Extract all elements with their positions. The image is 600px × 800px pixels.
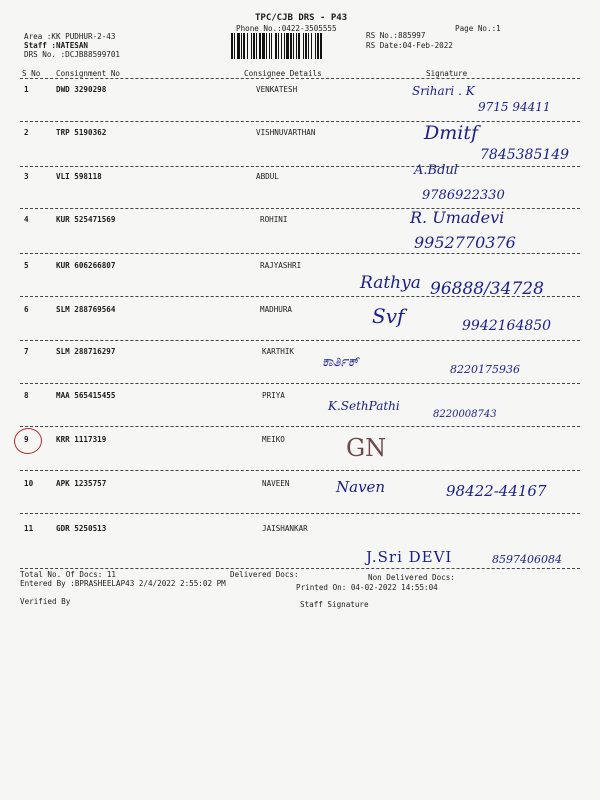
entered-by: Entered By :BPRASHEELAP43 2/4/2022 2:55:02 PM (20, 579, 226, 588)
row-sno: 6 (24, 305, 29, 314)
signature-phone: 98422-44167 (446, 482, 547, 500)
page-number: Page No.:1 (455, 24, 501, 33)
delivered-docs: Delivered Docs: (230, 570, 299, 579)
row-consignee: JAISHANKAR (262, 524, 308, 533)
row-divider (20, 340, 580, 341)
row-consignment: KUR 525471569 (56, 215, 116, 224)
area-label: Area :KK PUDHUR-2-43 (24, 32, 116, 41)
header-divider (20, 78, 580, 79)
row-sno: 7 (24, 347, 29, 356)
signature-name: J.Sri DEVI (366, 548, 453, 566)
signature-phone: 96888/34728 (430, 279, 544, 299)
row-divider (20, 296, 580, 297)
row-consignee: ROHINI (260, 215, 288, 224)
signature-phone: 8220175936 (450, 363, 520, 376)
col-consignment: Consignment No (56, 69, 121, 78)
col-consignee: Consignee Details (244, 69, 322, 78)
rs-date: RS Date:04-Feb-2022 (366, 41, 453, 50)
row-consignment: SLM 288716297 (56, 347, 116, 356)
row-consignment: DWD 3290298 (56, 85, 107, 94)
phone-number: Phone No.:0422-3505555 (236, 24, 337, 33)
row-consignment: SLM 288769564 (56, 305, 116, 314)
row-divider (20, 253, 580, 254)
printed-on: Printed On: 04-02-2022 14:55:04 (296, 583, 438, 592)
row-consignment: VLI 598118 (56, 172, 102, 181)
row-consignment: KUR 606266807 (56, 261, 116, 270)
barcode (231, 33, 361, 59)
row-consignment: KRR 1117319 (56, 435, 107, 444)
row-consignment: GDR 5250513 (56, 524, 107, 533)
col-sno: S No (22, 69, 41, 78)
row-sno: 2 (24, 128, 29, 137)
non-delivered-docs: Non Delivered Docs: (368, 573, 455, 582)
signature-name: Dmitf (424, 122, 478, 144)
document-title: TPC/CJB DRS - P43 (255, 13, 348, 23)
signature-phone: 8597406084 (492, 553, 562, 566)
verified-by: Verified By (20, 597, 71, 606)
signature-name: R. Umadevi (410, 208, 505, 227)
rs-number: RS No.:885997 (366, 31, 426, 40)
signature-name: K.SethPathi (328, 399, 400, 413)
row-consignment: MAA 565415455 (56, 391, 116, 400)
signature-name: Naven (336, 478, 386, 496)
staff-signature: Staff Signature (300, 600, 369, 609)
signature-name: ಕಾರ್ತಿಕ್ (322, 354, 359, 370)
row-consignee: VISHNUVARTHAN (256, 128, 316, 137)
row-sno: 9 (24, 435, 29, 444)
row-consignee: MADHURA (260, 305, 293, 314)
row-divider (20, 383, 580, 384)
row-sno: 3 (24, 172, 29, 181)
row-consignee: NAVEEN (262, 479, 290, 488)
row-divider (20, 470, 580, 471)
signature-phone: 8220008743 (433, 409, 497, 420)
signature-name: Svf (372, 304, 405, 328)
row-divider (20, 121, 580, 122)
row-sno: 4 (24, 215, 29, 224)
staff-label: Staff :NATESAN (24, 41, 89, 50)
row-consignee: KARTHIK (262, 347, 295, 356)
row-divider (20, 513, 580, 514)
row-consignment: APK 1235757 (56, 479, 107, 488)
row-sno: 1 (24, 85, 29, 94)
signature-phone: 9942164850 (462, 318, 552, 334)
row-consignee: ABDUL (256, 172, 279, 181)
total-docs: Total No. Of Docs: 11 (20, 570, 117, 579)
signature-name: GN (346, 434, 387, 462)
row-sno: 8 (24, 391, 29, 400)
row-sno: 5 (24, 261, 29, 270)
row-consignment: TRP 5190362 (56, 128, 107, 137)
signature-name: Rathya (360, 273, 421, 293)
signature-phone: 7845385149 (480, 147, 570, 163)
row-divider (20, 426, 580, 427)
signature-name: A.Bdul (414, 163, 458, 178)
row-consignee: PRIYA (262, 391, 285, 400)
footer-divider (20, 568, 580, 569)
signature-phone: 9715 94411 (478, 100, 551, 114)
row-sno: 11 (24, 524, 34, 533)
signature-phone: 9786922330 (422, 188, 505, 203)
row-consignee: RAJYASHRI (260, 261, 302, 270)
row-sno: 10 (24, 479, 34, 488)
col-signature: Signature (426, 69, 468, 78)
row-consignee: VENKATESH (256, 85, 298, 94)
drs-number: DRS No. :DCJB88599701 (24, 50, 121, 59)
signature-name: Srihari . K (412, 84, 475, 98)
signature-phone: 9952770376 (414, 233, 516, 252)
row-consignee: MEIKO (262, 435, 285, 444)
row-divider (20, 166, 580, 167)
